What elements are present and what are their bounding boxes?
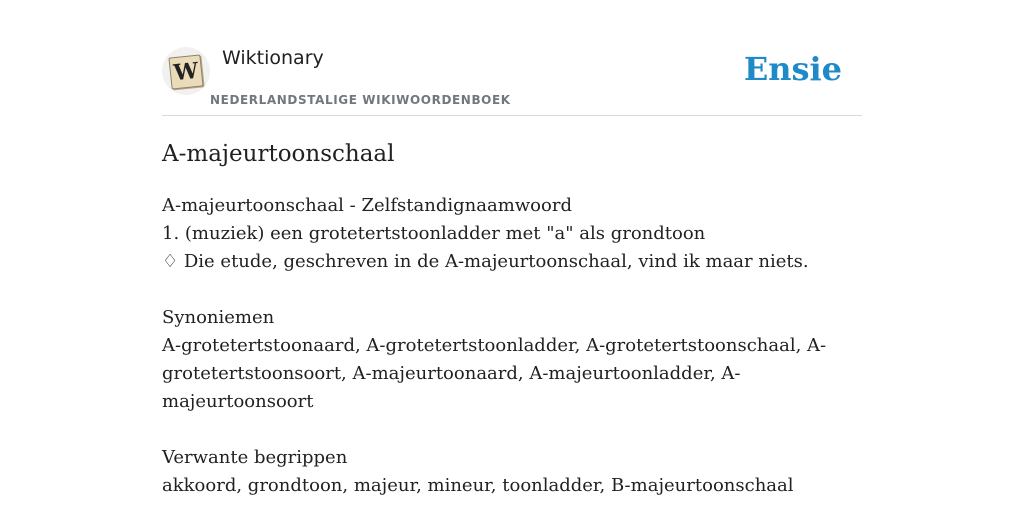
wiktionary-logo-icon[interactable] xyxy=(162,47,210,95)
header-divider xyxy=(162,115,862,116)
synonyms-heading: Synoniemen xyxy=(162,307,275,328)
related-list: akkoord, grondtoon, majeur, mineur, toonladder, B-majeurtoonschaal xyxy=(162,475,794,496)
page-title: A-majeurtoonschaal xyxy=(162,141,395,167)
related-heading: Verwante begrippen xyxy=(162,447,348,468)
entry-content xyxy=(162,192,867,500)
logo-tile xyxy=(168,54,203,89)
example-sentence: ♢ Die etude, geschreven in de A-majeurtoonschaal, vind ik maar niets. xyxy=(162,251,809,272)
spacer xyxy=(162,416,867,444)
site-tagline: NEDERLANDSTALIGE WIKIWOORDENBOEK xyxy=(210,93,511,107)
site-header xyxy=(162,40,862,116)
ensie-brand-link[interactable]: Ensie xyxy=(743,50,842,88)
headword-line: A-majeurtoonschaal - Zelfstandignaamwoord xyxy=(162,195,572,216)
synonyms-list: A-grotetertstoonaard, A-grotetertstoonladder, A-grotetertstoonschaal, A-grotetertstoonsoort, A-majeurtoonaard, A-majeurtoonladder, A-majeurtoonsoort xyxy=(162,335,827,412)
site-name[interactable]: Wiktionary xyxy=(222,47,324,69)
logo-letter: W xyxy=(172,57,200,87)
definition: 1. (muziek) een grotetertstoonladder met "a" als grondtoon xyxy=(162,223,706,244)
spacer xyxy=(162,276,867,304)
